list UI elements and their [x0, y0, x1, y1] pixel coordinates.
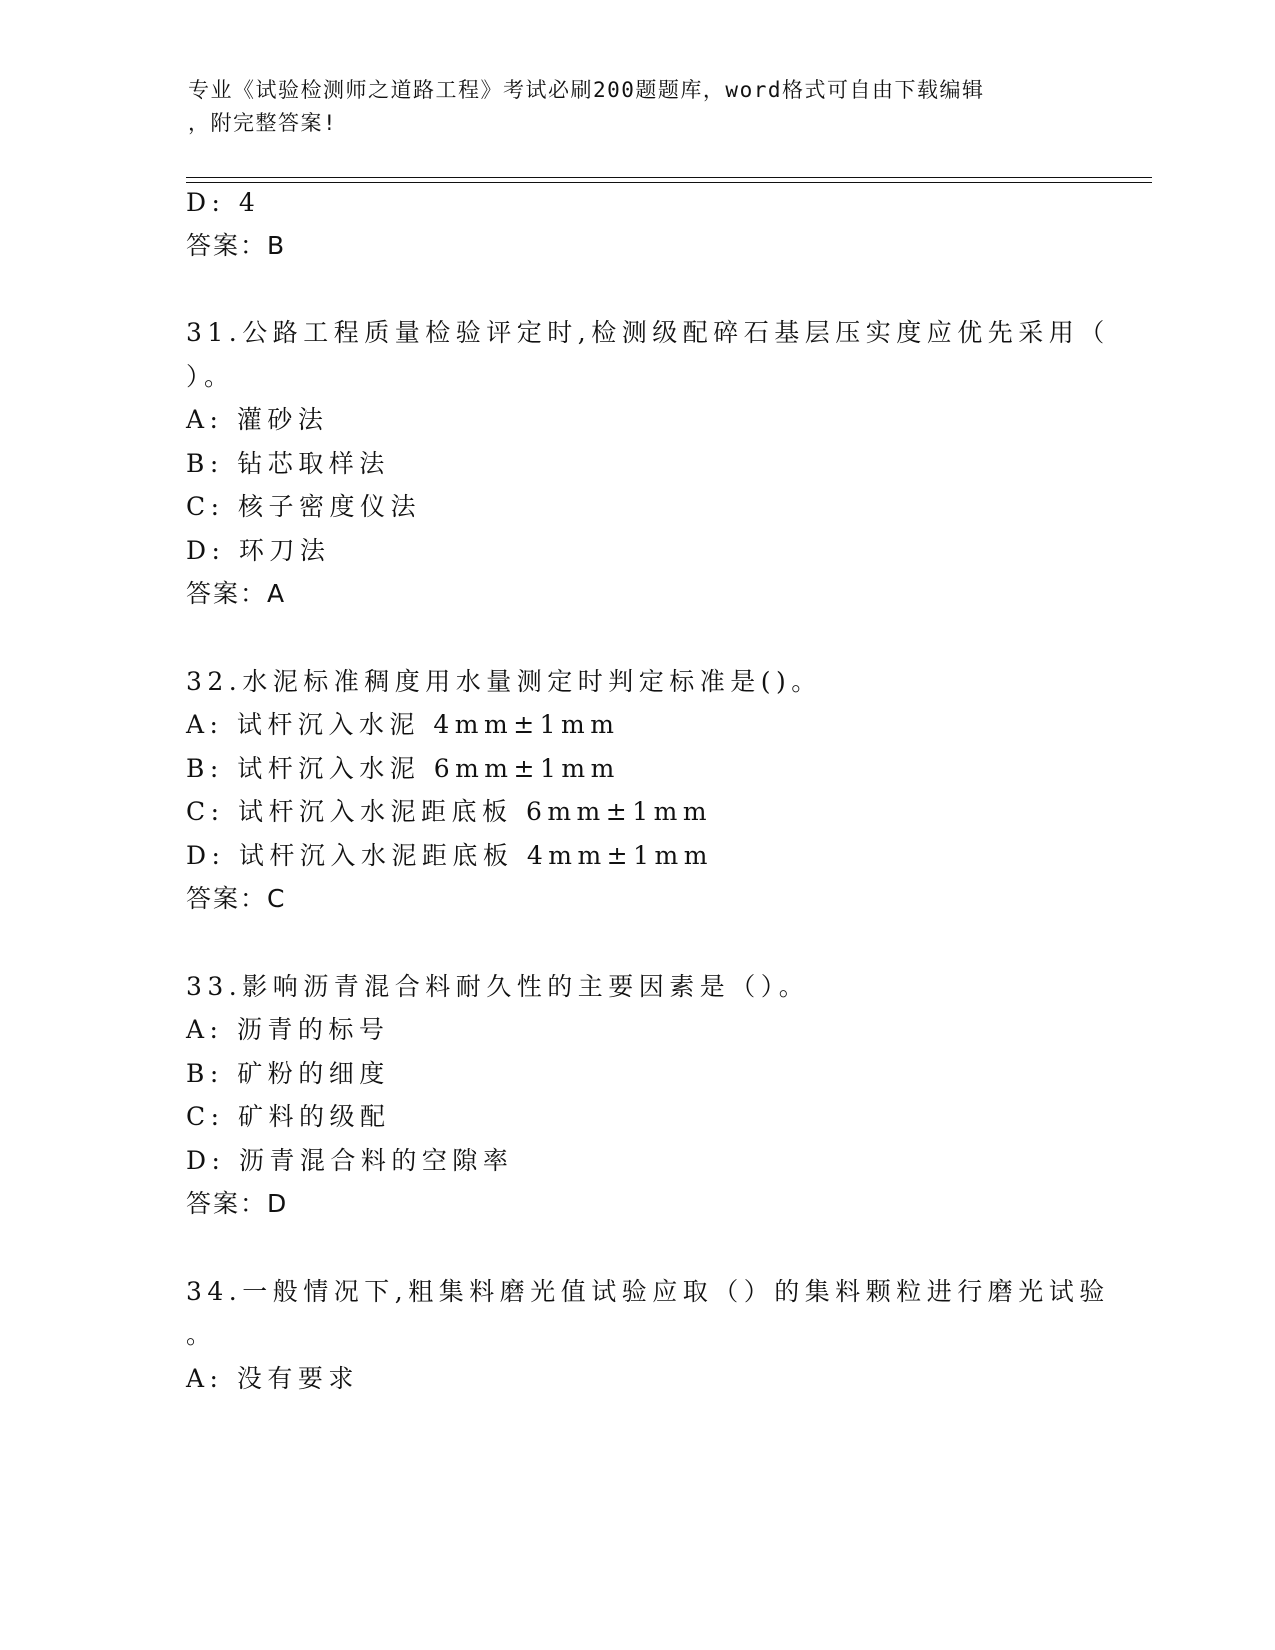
question-31-option-c: C: 核子密度仪法 — [186, 492, 421, 521]
question-33-answer: 答案：D — [186, 1189, 289, 1218]
question-34-option-a: A: 没有要求 — [186, 1364, 359, 1393]
question-34-stem-continuation: 。 — [186, 1320, 217, 1349]
question-31-option-b: B: 钻芯取样法 — [186, 449, 390, 478]
question-32-option-b: B: 试杆沉入水泥 6mm±1mm — [186, 754, 620, 783]
question-31-answer: 答案：A — [186, 579, 287, 608]
question-32-answer: 答案：C — [186, 884, 287, 913]
header-divider-top — [186, 177, 1152, 178]
question-33-option-c: C: 矿料的级配 — [186, 1102, 391, 1131]
question-31-option-a: A: 灌砂法 — [186, 405, 329, 434]
question-33-stem: 33.影响沥青混合料耐久性的主要因素是（）。 — [186, 972, 810, 1001]
document-header — [188, 74, 1068, 140]
question-32-option-d: D: 试杆沉入水泥距底板 4mm±1mm — [186, 841, 713, 870]
question-34-stem: 34.一般情况下,粗集料磨光值试验应取（）的集料颗粒进行磨光试验 — [186, 1277, 1110, 1306]
question-32-option-a: A: 试杆沉入水泥 4mm±1mm — [186, 710, 620, 739]
question-33-option-a: A: 沥青的标号 — [186, 1015, 390, 1044]
header-title-continuation: ，附完整答案! — [188, 111, 338, 135]
header-divider-bottom — [186, 182, 1152, 183]
question-32-option-c: C: 试杆沉入水泥距底板 6mm±1mm — [186, 797, 713, 826]
question-31-stem: 31.公路工程质量检验评定时,检测级配碎石基层压实度应优先采用（ — [186, 318, 1110, 347]
question-32-stem: 32.水泥标准稠度用水量测定时判定标准是()。 — [186, 667, 822, 696]
question-31-stem-continuation: ）。 — [186, 362, 235, 391]
question-33-option-d: D: 沥青混合料的空隙率 — [186, 1146, 514, 1175]
header-title-line: 专业《试验检测师之道路工程》考试必刷200题题库，word格式可自由下载编辑 — [188, 78, 985, 102]
question-33-option-b: B: 矿粉的细度 — [186, 1059, 390, 1088]
prev-question-answer: 答案：B — [186, 231, 287, 260]
prev-question-option-d: D: 4 — [186, 188, 261, 217]
question-31-option-d: D: 环刀法 — [186, 536, 331, 565]
